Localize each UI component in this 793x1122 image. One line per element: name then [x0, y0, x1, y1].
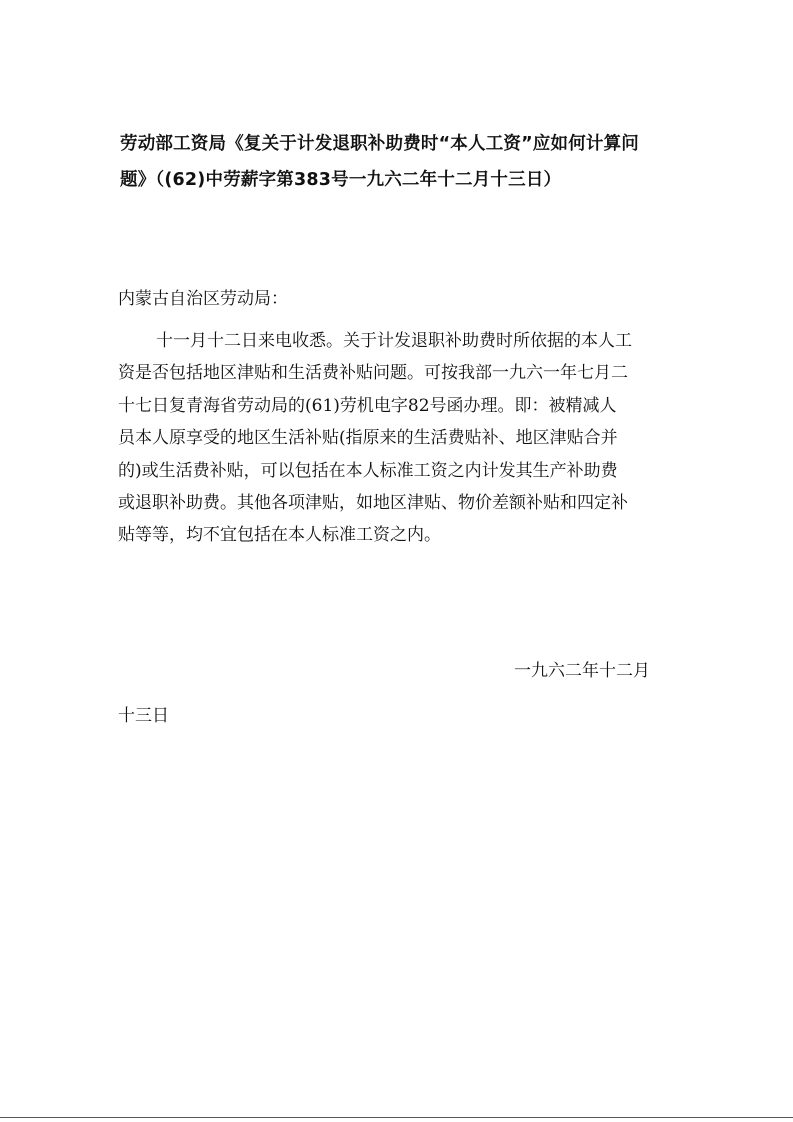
page-bottom-divider: [0, 1117, 793, 1118]
body-line-1: 十一月十二日来电收悉。关于计发退职补助费时所依据的本人工: [156, 331, 632, 351]
body-line-5: 的)或生活费补贴，可以包括在本人标准工资之内计发其生产补助费: [118, 460, 618, 481]
body-line-6: 或退职补助费。其他各项津贴，如地区津贴、物价差额补贴和四定补: [118, 493, 628, 514]
title-line-1: 劳动部工资局《复关于计发退职补助费时“本人工资”应如何计算问: [120, 134, 640, 154]
document-title: [120, 126, 680, 198]
body-paragraph: [118, 325, 678, 552]
salutation: 内蒙古自治区劳动局：: [118, 289, 288, 309]
body-line-7: 贴等等，均不宜包括在本人标准工资之内。: [118, 525, 441, 546]
title-line-2: 题》（(62)中劳薪字第383号一九六二年十二月十三日）: [120, 170, 562, 190]
date-line-2: 十三日: [118, 706, 169, 726]
body-line-4: 员本人原享受的地区生活补贴(指原来的生活费贴补、地区津贴合并: [118, 428, 618, 449]
body-line-3: 十七日复青海省劳动局的(61)劳机电字82号函办理。即：被精减人: [118, 395, 617, 416]
body-line-2: 资是否包括地区津贴和生活费补贴问题。可按我部一九六一年七月二: [118, 363, 628, 384]
date-line-1: 一九六二年十二月: [514, 661, 650, 681]
